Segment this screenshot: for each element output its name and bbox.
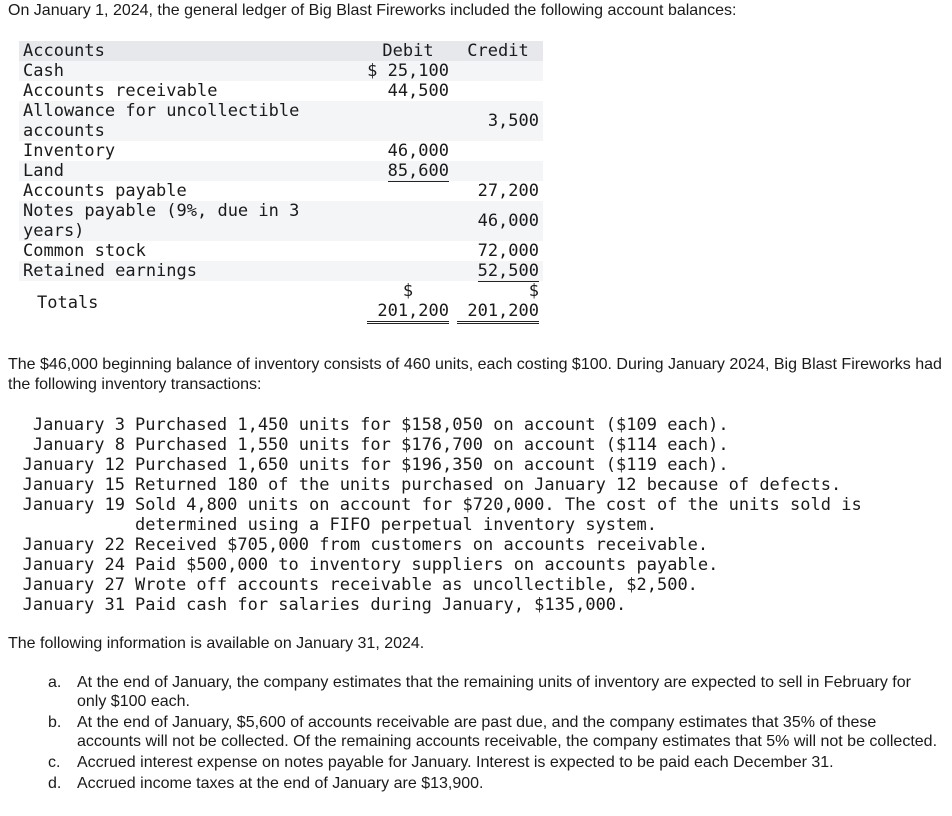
account-name: Notes payable (9%, due in 3 years) [19, 201, 363, 241]
transaction-date: January 31 [22, 595, 125, 615]
account-name: Inventory [19, 141, 363, 161]
credit-amount [453, 61, 543, 81]
table-row [19, 201, 543, 241]
transaction-date: January 12 [22, 455, 125, 475]
table-row [19, 141, 543, 161]
account-name: Accounts payable [19, 181, 363, 201]
credit-total-value: 201,200 [457, 301, 539, 324]
list-item [48, 713, 940, 751]
table-row [19, 181, 543, 201]
debit-amount [363, 241, 453, 261]
list-item [8, 435, 948, 455]
transactions-list [8, 415, 948, 615]
list-item [8, 595, 948, 615]
transaction-description: Received $705,000 from customers on accounts receivable. [135, 535, 709, 555]
list-item [48, 753, 940, 772]
debit-amount-value: 85,600 [387, 161, 449, 181]
list-item [48, 673, 940, 711]
transaction-description: Paid $500,000 to inventory suppliers on accounts payable. [135, 555, 719, 575]
debit-amount: 44,500 [363, 81, 453, 101]
info-text: At the end of January, $5,600 of accounts receivable are past due, and the company estimates that 35% of these accounts will not be collected. Of the remaining accounts receivable, the company estimates that 5% will not be collected. [77, 714, 938, 750]
table-row [19, 101, 543, 141]
transaction-date: January 15 [22, 475, 125, 495]
account-name: Common stock [19, 241, 363, 261]
credit-total-symbol: $ [528, 281, 539, 301]
list-item [8, 455, 948, 475]
debit-amount [363, 161, 453, 181]
intro-paragraph: On January 1, 2024, the general ledger of Big Blast Fireworks included the following account balances: [8, 2, 737, 19]
header-credit: Credit [453, 41, 543, 61]
debit-amount [363, 201, 453, 241]
debit-total-value: 201,200 [367, 301, 449, 324]
transaction-description: Purchased 1,650 units for $196,350 on account ($119 each). [135, 455, 729, 475]
list-marker: c. [48, 754, 61, 771]
totals-row [19, 281, 543, 324]
list-item [8, 415, 948, 435]
credit-amount: 27,200 [453, 181, 543, 201]
account-name: Retained earnings [19, 261, 363, 281]
account-name: Cash [19, 61, 363, 81]
credit-amount [453, 141, 543, 161]
debit-amount: $ 25,100 [363, 61, 453, 81]
transaction-description: Wrote off accounts receivable as uncollectible, $2,500. [135, 575, 698, 595]
credit-amount: 72,000 [453, 241, 543, 261]
table-row [19, 241, 543, 261]
credit-amount [453, 81, 543, 101]
credit-amount [453, 261, 543, 281]
transaction-description: Purchased 1,550 units for $176,700 on account ($114 each). [135, 435, 729, 455]
debit-amount: 46,000 [363, 141, 453, 161]
info-text: At the end of January, the company estimates that the remaining units of inventory are expected to sell in February for only $100 each. [77, 674, 911, 710]
header-accounts: Accounts [19, 41, 363, 61]
credit-amount-value: 52,500 [477, 261, 539, 281]
list-item [8, 575, 948, 595]
table-row [19, 81, 543, 101]
list-item [8, 475, 948, 495]
debit-amount [363, 261, 453, 281]
transaction-date: January 8 [32, 435, 125, 455]
list-item [48, 774, 940, 793]
transaction-description: Returned 180 of the units purchased on January 12 because of defects. [135, 475, 842, 495]
credit-amount: 46,000 [453, 201, 543, 241]
table-row [19, 161, 543, 181]
credit-total [453, 281, 543, 324]
table-row [19, 261, 543, 281]
list-marker: a. [48, 674, 62, 691]
list-item [8, 495, 948, 535]
transaction-date: January 22 [22, 535, 125, 555]
account-name: Accounts receivable [19, 81, 363, 101]
info-text: Accrued interest expense on notes payable for January. Interest is expected to be paid each December 31. [77, 754, 834, 771]
transaction-date: January 24 [22, 555, 125, 575]
list-item [8, 555, 948, 575]
credit-amount: 3,500 [453, 101, 543, 141]
list-marker: d. [48, 775, 62, 792]
table-row [19, 61, 543, 81]
debit-total [363, 281, 453, 324]
credit-amount [453, 161, 543, 181]
debit-total-symbol: $ [402, 281, 414, 301]
account-name: Land [19, 161, 363, 181]
additional-info-list [48, 673, 940, 795]
info-text: Accrued income taxes at the end of January are $13,900. [77, 775, 484, 792]
transaction-description: Purchased 1,450 units for $158,050 on account ($109 each). [135, 415, 729, 435]
debit-amount [363, 181, 453, 201]
list-marker: b. [48, 714, 62, 731]
transaction-description: Paid cash for salaries during January, $135,000. [135, 595, 627, 615]
inventory-paragraph: The $46,000 beginning balance of inventory consists of 460 units, each costing $100. During January 2024, Big Blast Fireworks had the following inventory transactions: [8, 356, 942, 393]
debit-amount [363, 101, 453, 141]
account-balances-table [19, 41, 543, 324]
info-intro-paragraph: The following information is available on January 31, 2024. [8, 635, 425, 652]
table-header-row [19, 41, 543, 61]
transaction-date: January 27 [22, 575, 125, 595]
transaction-date: January 19 [22, 495, 125, 515]
account-name: Allowance for uncollectible accounts [19, 101, 363, 141]
transaction-date: January 3 [32, 415, 125, 435]
transaction-description: Sold 4,800 units on account for $720,000. The cost of the units sold is determined using a FIFO perpetual inventory system. [135, 495, 862, 535]
totals-label: Totals [19, 281, 363, 324]
header-debit: Debit [363, 41, 453, 61]
list-item [8, 535, 948, 555]
